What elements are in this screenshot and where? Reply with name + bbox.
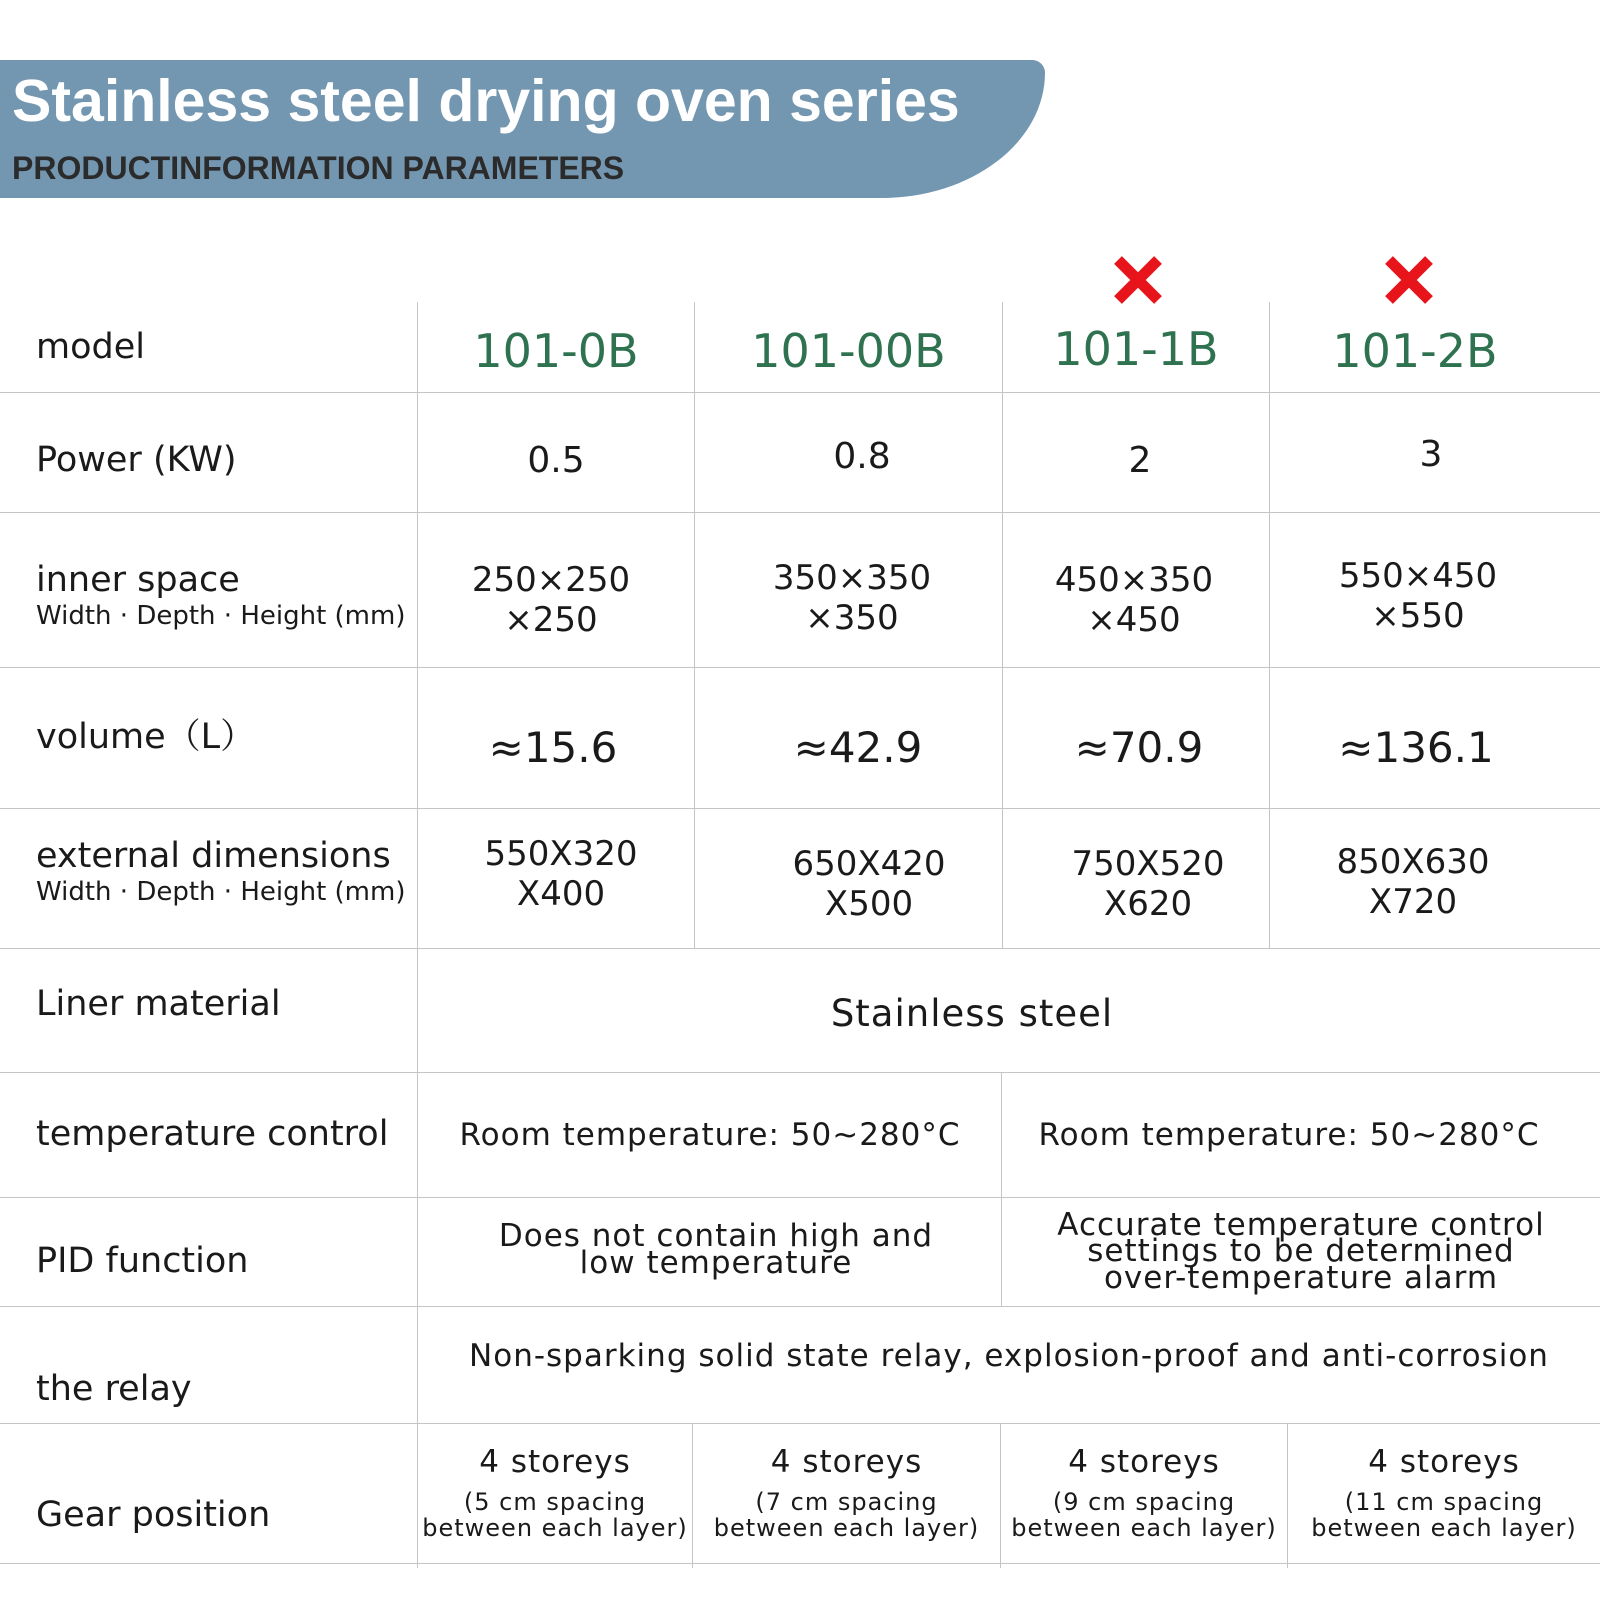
row-label-gear-position [36, 1450, 270, 1580]
power-value: 0.5 [527, 439, 585, 481]
dimension-line: 350×350 [772, 557, 932, 598]
row-label-text: temperature control [36, 1114, 389, 1155]
volume-value: ≈70.9 [1074, 723, 1204, 772]
row-label-volume [36, 667, 255, 808]
power-value: 3 [1419, 433, 1443, 475]
page-subtitle: PRODUCTINFORMATION PARAMETERS [12, 150, 625, 186]
row-label-inner-space [36, 540, 405, 652]
row-label-text: Gear position [36, 1494, 271, 1535]
row-label-subtext: Width · Depth · Height (mm) [36, 600, 406, 631]
x-mark-icon [1112, 254, 1164, 306]
gear-storeys: 4 storeys [770, 1444, 923, 1481]
row-label-pid-function [36, 1200, 248, 1322]
row-label-external-dimensions [36, 822, 405, 922]
model-name: 101-2B [1332, 324, 1498, 378]
dimension-line: 450×350 [1054, 559, 1214, 600]
model-name: 101-1B [1053, 322, 1219, 376]
gear-position-value [1288, 1423, 1600, 1563]
row-label-text: external dimensions [36, 836, 391, 877]
dimension-line: ×350 [805, 598, 899, 638]
pid-function-value [1002, 1197, 1600, 1306]
gear-spacing: (5 cm spacing [463, 1488, 647, 1517]
pid-line: Accurate temperature control [1057, 1206, 1545, 1243]
dimension-line: X500 [824, 884, 914, 924]
dimension-line: 250×250 [471, 559, 631, 600]
gear-spacing: between each layer) [1011, 1514, 1277, 1542]
gear-storeys: 4 storeys [479, 1444, 631, 1481]
row-label-text: the relay [36, 1368, 192, 1409]
dimension-line: 850X630 [1336, 841, 1490, 882]
inner-space-value [1003, 530, 1265, 670]
external-dimensions-value [1003, 818, 1293, 950]
dimension-line: 550×450 [1338, 555, 1498, 596]
external-dimensions-value [418, 808, 704, 940]
dimension-line: ×250 [504, 600, 598, 640]
row-label-text: model [36, 326, 145, 367]
row-label-model [36, 302, 145, 392]
external-dimensions-value [1270, 816, 1556, 948]
pid-function-value [418, 1197, 1014, 1302]
row-label-text: Power (KW) [36, 439, 237, 480]
temperature-control-value: Room temperature: 50~280°C [459, 1116, 961, 1153]
row-label-subtext: Width · Depth · Height (mm) [36, 876, 406, 907]
row-label-temperature-control [36, 1072, 388, 1197]
row-label-relay [36, 1330, 192, 1448]
row-label-liner-material [36, 948, 281, 1060]
volume-value: ≈15.6 [488, 723, 618, 772]
header-banner [0, 60, 1045, 198]
pid-line: Does not contain high and [498, 1217, 934, 1254]
row-label-text: Liner material [36, 983, 281, 1024]
power-value: 2 [1128, 439, 1152, 481]
gear-spacing: between each layer) [1311, 1514, 1577, 1542]
gear-spacing: between each layer) [713, 1514, 980, 1542]
pid-line: settings to be determined [1087, 1233, 1515, 1270]
gear-spacing: (9 cm spacing [1052, 1488, 1236, 1517]
relay-value: Non-sparking solid state relay, explosion-proof and anti-corrosion [469, 1338, 1549, 1374]
inner-space-value [695, 528, 1009, 668]
dimension-line: 750X520 [1071, 843, 1225, 884]
temperature-control-value: Room temperature: 50~280°C [1038, 1116, 1540, 1153]
model-name: 101-00B [751, 324, 946, 378]
gear-spacing: between each layer) [422, 1514, 688, 1542]
power-value: 0.8 [833, 435, 891, 477]
inner-space-value [1270, 526, 1566, 666]
dimension-line: 650X420 [792, 843, 946, 884]
gear-storeys: 4 storeys [1068, 1444, 1220, 1481]
dimension-line: X620 [1103, 884, 1193, 924]
x-mark-icon [1383, 254, 1435, 306]
gear-position-value [1001, 1423, 1287, 1563]
row-label-power [36, 392, 237, 528]
dimension-line: 550X320 [484, 833, 638, 874]
liner-material-value: Stainless steel [830, 991, 1114, 1035]
pid-line: low temperature [579, 1244, 853, 1281]
gear-spacing: (7 cm spacing [755, 1488, 938, 1517]
dimension-line: X400 [516, 874, 606, 914]
pid-line: over-temperature alarm [1103, 1259, 1499, 1296]
row-label-text: inner space [36, 560, 240, 601]
volume-value: ≈136.1 [1338, 723, 1494, 772]
row-label-text: PID function [36, 1240, 249, 1281]
inner-space-value [418, 530, 684, 670]
model-name: 101-0B [473, 324, 639, 378]
page-title: Stainless steel drying oven series [12, 68, 960, 134]
volume-value: ≈42.9 [793, 723, 923, 772]
external-dimensions-value [695, 818, 1043, 950]
row-label-text: volume（L） [36, 717, 256, 758]
gear-storeys: 4 storeys [1368, 1444, 1520, 1481]
dimension-line: ×550 [1371, 596, 1465, 636]
gear-position-value [418, 1423, 692, 1563]
gear-position-value [693, 1423, 1000, 1563]
dimension-line: X720 [1368, 882, 1458, 922]
gear-spacing: (11 cm spacing [1344, 1488, 1544, 1517]
dimension-line: ×450 [1087, 600, 1181, 640]
